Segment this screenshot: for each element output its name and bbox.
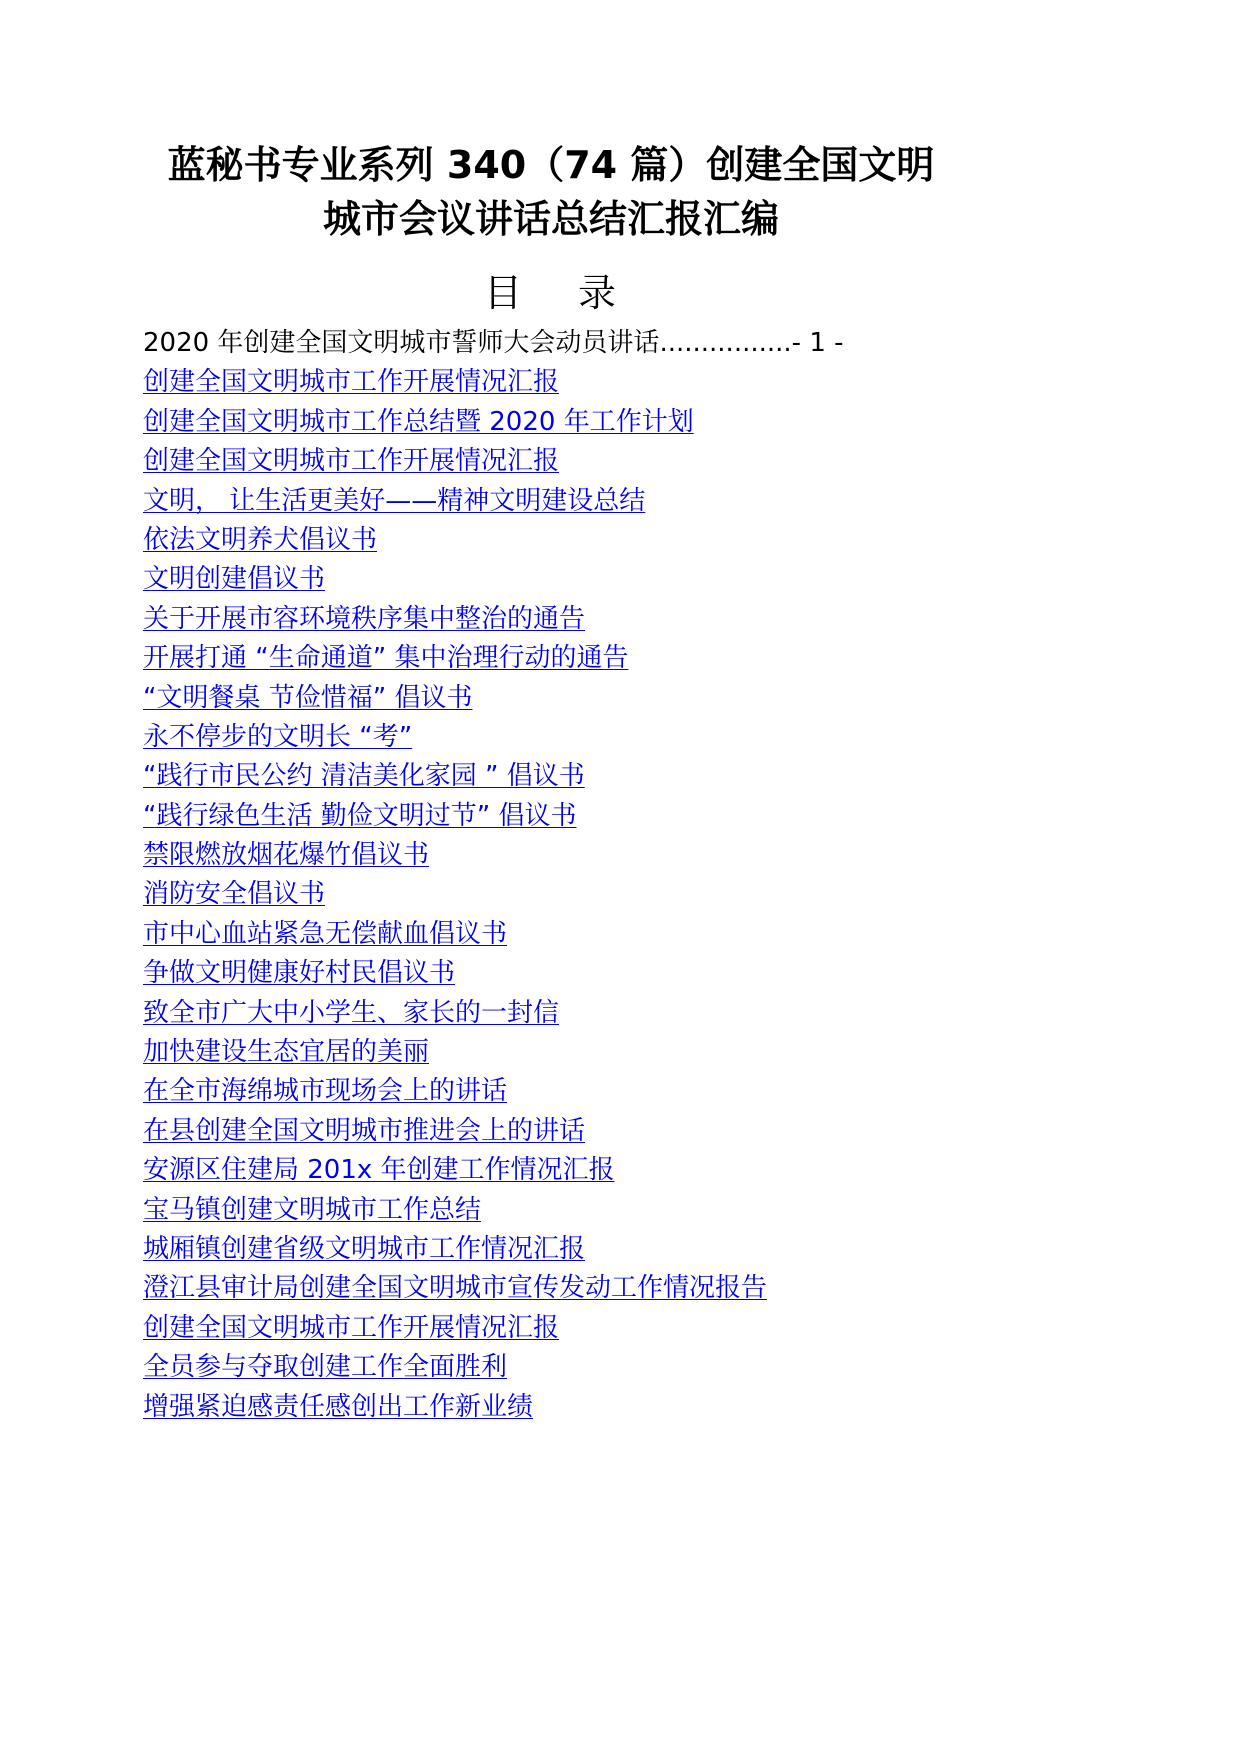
toc-entry-link[interactable]: 永不停步的文明长 “考” [143, 721, 413, 752]
toc-entry [143, 994, 973, 1033]
toc-entry-link[interactable]: 增强紧迫感责任感创出工作新业绩 [143, 1391, 534, 1422]
toc-entry-link[interactable]: 全员参与夺取创建工作全面胜利 [143, 1352, 508, 1383]
toc-entry-page-number: - 1 - [791, 328, 844, 358]
toc-entry [143, 1230, 973, 1269]
toc-entry-link[interactable]: 依法文明养犬倡议书 [143, 524, 378, 555]
toc-entry [143, 442, 973, 481]
toc-entry-link[interactable]: 文明， 让生活更美好——精神文明建设总结 [143, 485, 646, 516]
toc-entry-link[interactable]: 市中心血站紧急无偿献血倡议书 [143, 918, 508, 949]
toc-entry-text: 2020 年创建全国文明城市誓师大会动员讲话 [143, 328, 660, 358]
toc-entry-link[interactable]: 宝马镇创建文明城市工作总结 [143, 1194, 482, 1225]
document-title-line-2: 城市会议讲话总结汇报汇编 [322, 197, 779, 241]
toc-entry-first [143, 324, 973, 363]
toc-entry-leader: ................ [659, 328, 792, 358]
toc-entry [143, 521, 973, 560]
toc-entry [143, 1033, 973, 1072]
toc-entry [143, 679, 973, 718]
toc-entry [143, 1191, 973, 1230]
toc-entry-link[interactable]: 禁限燃放烟花爆竹倡议书 [143, 840, 430, 871]
toc-entry [143, 363, 973, 402]
toc-entry-link[interactable]: 安源区住建局 201x 年创建工作情况汇报 [143, 1155, 615, 1186]
toc-entry-link[interactable]: 创建全国文明城市工作开展情况汇报 [143, 367, 560, 398]
toc-entry-link[interactable]: 创建全国文明城市工作开展情况汇报 [143, 1312, 560, 1343]
toc-entry [143, 482, 973, 521]
toc-entry-link[interactable]: 在县创建全国文明城市推进会上的讲话 [143, 1115, 586, 1146]
toc-entry [143, 600, 973, 639]
toc-entry-link[interactable]: 争做文明健康好村民倡议书 [143, 958, 456, 989]
toc-entry-link[interactable]: 在全市海绵城市现场会上的讲话 [143, 1076, 508, 1107]
toc-entry-link[interactable]: 消防安全倡议书 [143, 879, 326, 910]
toc-entry [143, 1112, 973, 1151]
toc-entry [143, 560, 973, 599]
toc-entry-link[interactable]: 澄江县审计局创建全国文明城市宣传发动工作情况报告 [143, 1273, 768, 1304]
toc-entry [143, 915, 973, 954]
toc-entry [143, 1388, 973, 1427]
table-of-contents [143, 324, 973, 1427]
toc-entry-link[interactable]: 致全市广大中小学生、家长的一封信 [143, 997, 560, 1028]
toc-entry-link[interactable]: 创建全国文明城市工作开展情况汇报 [143, 446, 560, 477]
toc-entry-link[interactable]: 创建全国文明城市工作总结暨 2020 年工作计划 [143, 406, 694, 437]
document-title-line-1: 蓝秘书专业系列 340（74 篇）创建全国文明 [167, 143, 935, 187]
toc-entry [143, 836, 973, 875]
toc-entry [143, 1309, 973, 1348]
toc-entry [143, 1348, 973, 1387]
document-title [0, 138, 1102, 246]
toc-entry-link[interactable]: 文明创建倡议书 [143, 564, 326, 595]
toc-entry-link[interactable]: “践行市民公约 清洁美化家园 ” 倡议书 [143, 761, 585, 792]
toc-entry [143, 875, 973, 914]
toc-entry [143, 1072, 973, 1111]
toc-heading: 目 录 [483, 271, 639, 315]
toc-entry-link[interactable]: 加快建设生态宜居的美丽 [143, 1037, 430, 1068]
toc-entry [143, 1269, 973, 1308]
toc-entry [143, 954, 973, 993]
toc-entry-link[interactable]: 城厢镇创建省级文明城市工作情况汇报 [143, 1233, 586, 1264]
toc-entry-link[interactable]: 开展打通 “生命通道” 集中治理行动的通告 [143, 643, 629, 674]
toc-entry [143, 797, 973, 836]
toc-entry [143, 757, 973, 796]
toc-entry-link[interactable]: 关于开展市容环境秩序集中整治的通告 [143, 603, 586, 634]
toc-entry-link[interactable]: “践行绿色生活 勤俭文明过节” 倡议书 [143, 800, 577, 831]
toc-entry [143, 639, 973, 678]
toc-entry [143, 403, 973, 442]
toc-entry [143, 718, 973, 757]
toc-entry-link[interactable]: “文明餐桌 节俭惜福” 倡议书 [143, 682, 473, 713]
toc-entry [143, 1151, 973, 1190]
